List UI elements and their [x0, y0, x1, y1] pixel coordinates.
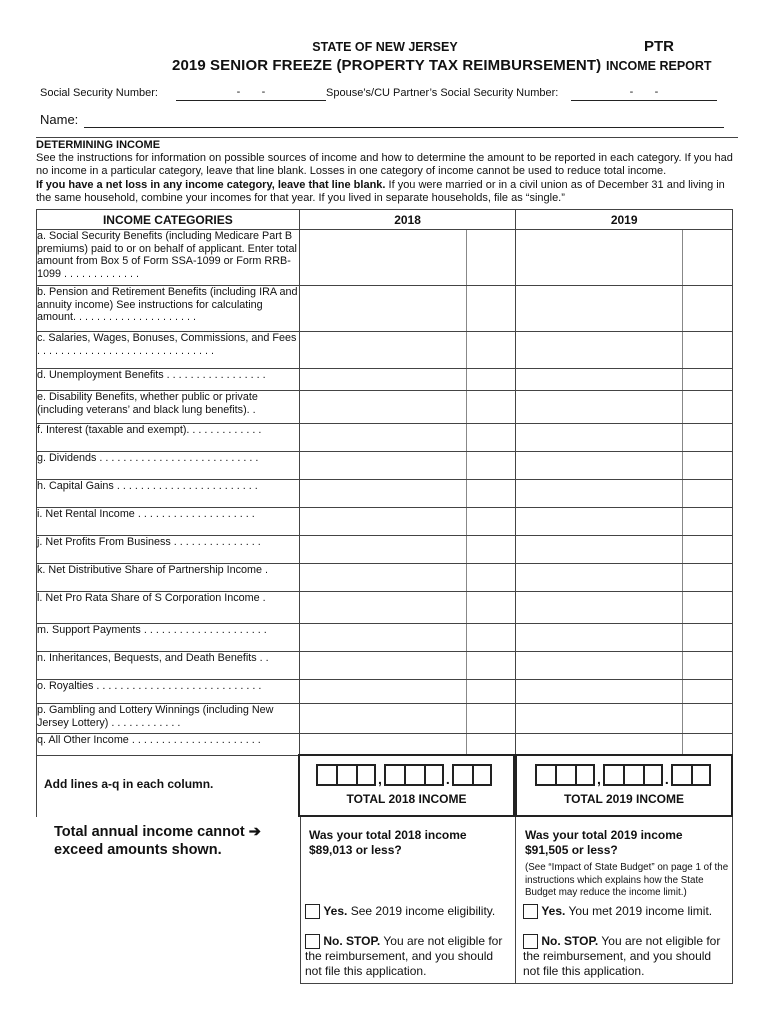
amount-2019-field[interactable]	[516, 391, 733, 424]
table-row	[37, 480, 733, 508]
income-table	[36, 209, 733, 756]
cents-divider	[682, 452, 683, 479]
question-2018: Was your total 2018 income $89,013 or less?	[309, 828, 467, 857]
income-limit-note: Total annual income cannot ➔ exceed amounts shown.	[54, 824, 261, 858]
amount-2018-field[interactable]	[299, 652, 516, 680]
amount-2018-field[interactable]	[299, 332, 516, 369]
amount-2019-field[interactable]	[516, 230, 733, 286]
budget-note: (See “Impact of State Budget” on page 1 of the instructions which explains how the State Budget may reduce the income limit.)	[525, 862, 729, 898]
add-lines-label: Add lines a-q in each column.	[44, 777, 214, 791]
amount-2018-field[interactable]	[299, 480, 516, 508]
no-2019-option	[523, 934, 731, 979]
cents-divider	[466, 704, 467, 733]
table-row	[37, 680, 733, 704]
amount-2018-field[interactable]	[299, 424, 516, 452]
name-label: Name:	[40, 112, 79, 127]
cents-divider	[682, 536, 683, 563]
cents-divider	[466, 286, 467, 331]
no-2018-bold: No. STOP.	[323, 934, 381, 948]
cents-divider	[466, 230, 467, 285]
col-2018: 2018	[299, 210, 516, 230]
table-row	[37, 230, 733, 286]
form-title: 2019 SENIOR FREEZE (PROPERTY TAX REIMBURSEMENT)	[172, 57, 602, 74]
amount-2018-field[interactable]	[299, 286, 516, 332]
amount-2018-field[interactable]	[299, 592, 516, 624]
cents-divider	[682, 508, 683, 535]
table-row	[37, 369, 733, 391]
question-2019: Was your total 2019 income $91,505 or less?	[525, 828, 683, 857]
amount-2019-field[interactable]	[516, 652, 733, 680]
divider	[36, 137, 738, 138]
income-category-label: f. Interest (taxable and exempt). . . . . . . . . . . . .	[37, 424, 300, 452]
income-category-label: d. Unemployment Benefits . . . . . . . . . . . . . . . . .	[37, 369, 300, 391]
cents-divider	[682, 286, 683, 331]
eligibility-divider	[515, 817, 516, 983]
yes-2018-checkbox[interactable]	[305, 904, 320, 919]
amount-2019-field[interactable]	[516, 536, 733, 564]
cents-divider	[682, 230, 683, 285]
table-row	[37, 332, 733, 369]
yes-2018-option	[305, 904, 513, 919]
no-2018-option	[305, 934, 513, 979]
table-row	[37, 286, 733, 332]
table-row	[37, 652, 733, 680]
total-2018-digits[interactable]: , .	[316, 764, 492, 786]
yes-2019-checkbox[interactable]	[523, 904, 538, 919]
income-category-label: k. Net Distributive Share of Partnership Income .	[37, 564, 300, 592]
cents-divider	[466, 508, 467, 535]
amount-2018-field[interactable]	[299, 508, 516, 536]
cents-divider	[682, 369, 683, 390]
amount-2018-field[interactable]	[299, 624, 516, 652]
spouse-ssn-field[interactable]: - -	[571, 86, 717, 101]
cents-divider	[466, 680, 467, 703]
amount-2019-field[interactable]	[516, 680, 733, 704]
table-row	[37, 624, 733, 652]
income-category-label: h. Capital Gains . . . . . . . . . . . . . . . . . . . . . . . .	[37, 480, 300, 508]
amount-2019-field[interactable]	[516, 734, 733, 756]
no-2019-text: You are not eligible for the reimbursement, and you should not file this application.	[523, 934, 721, 979]
cents-divider	[682, 424, 683, 451]
income-category-label: j. Net Profits From Business . . . . . . . . . . . . . . .	[37, 536, 300, 564]
cents-divider	[466, 332, 467, 368]
yes-2019-bold: Yes.	[541, 904, 566, 918]
cents-divider	[466, 452, 467, 479]
income-category-label: l. Net Pro Rata Share of S Corporation Income .	[37, 592, 300, 624]
table-row	[37, 734, 733, 756]
cents-divider	[682, 704, 683, 733]
income-category-label: m. Support Payments . . . . . . . . . . . . . . . . . . . . .	[37, 624, 300, 652]
cents-divider	[466, 369, 467, 390]
amount-2019-field[interactable]	[516, 564, 733, 592]
ssn-label: Social Security Number:	[40, 87, 158, 99]
form-code: PTR	[644, 38, 674, 55]
amount-2018-field[interactable]	[299, 704, 516, 734]
cents-divider	[466, 624, 467, 651]
amount-2019-field[interactable]	[516, 286, 733, 332]
amount-2019-field[interactable]	[516, 480, 733, 508]
amount-2018-field[interactable]	[299, 536, 516, 564]
amount-2018-field[interactable]	[299, 734, 516, 756]
cents-divider	[466, 734, 467, 755]
instructions-bold: If you have a net loss in any income category, leave that line blank.	[36, 178, 386, 191]
no-2018-text: You are not eligible for the reimbursement, and you should not file this application.	[305, 934, 503, 979]
amount-2018-field[interactable]	[299, 230, 516, 286]
col-income-categories: INCOME CATEGORIES	[37, 210, 300, 230]
col-2019: 2019	[516, 210, 733, 230]
cents-divider	[682, 592, 683, 623]
instructions	[36, 139, 736, 205]
cents-divider	[682, 680, 683, 703]
amount-2019-field[interactable]	[516, 452, 733, 480]
cents-divider	[466, 391, 467, 423]
income-category-label: n. Inheritances, Bequests, and Death Benefits . .	[37, 652, 300, 680]
table-row	[37, 704, 733, 734]
income-category-label: p. Gambling and Lottery Winnings (including New Jersey Lottery) . . . . . . . . . . . .	[37, 704, 300, 734]
cents-divider	[466, 424, 467, 451]
form-subtitle: INCOME REPORT	[606, 59, 712, 73]
cents-divider	[682, 734, 683, 755]
amount-2018-field[interactable]	[299, 452, 516, 480]
spouse-ssn-label: Spouse’s/CU Partner’s Social Security Number:	[326, 87, 559, 99]
cents-divider	[466, 480, 467, 507]
cents-divider	[682, 480, 683, 507]
amount-2019-field[interactable]	[516, 424, 733, 452]
cents-divider	[466, 564, 467, 591]
income-category-label: i. Net Rental Income . . . . . . . . . . . . . . . . . . . .	[37, 508, 300, 536]
income-category-label: e. Disability Benefits, whether public or private (including veterans’ and black lung benefits). .	[37, 391, 300, 424]
instructions-text-1: See the instructions for information on possible sources of income and how to determine the amount to be reported in each category. If you had no income in a particular category, leave that line blank. Losses in one category of income cannot be used to reduce total income.	[36, 152, 733, 178]
amount-2019-field[interactable]	[516, 369, 733, 391]
income-category-label: q. All Other Income . . . . . . . . . . . . . . . . . . . . . .	[37, 734, 300, 756]
cents-divider	[466, 592, 467, 623]
total-2019-box[interactable]	[515, 754, 733, 817]
amount-2018-field[interactable]	[299, 680, 516, 704]
cents-divider	[682, 332, 683, 368]
instructions-text-2: If you were married or in a civil union as of December 31 and living in the same household, combine your incomes for that year. If you lived in separate households, file as “single.”	[36, 178, 725, 204]
table-row	[37, 391, 733, 424]
cents-divider	[682, 391, 683, 423]
amount-2019-field[interactable]	[516, 332, 733, 369]
amount-2019-field[interactable]	[516, 624, 733, 652]
income-category-label: b. Pension and Retirement Benefits (including IRA and annuity income) See instructions for calculating amount. . . . . . . . . . . . . . . . . . . . .	[37, 286, 300, 332]
table-row	[37, 508, 733, 536]
ssn-field[interactable]: - -	[176, 86, 326, 101]
table-row	[37, 564, 733, 592]
table-row	[37, 452, 733, 480]
total-2018-label: TOTAL 2018 INCOME	[346, 792, 467, 806]
table-row	[37, 592, 733, 624]
yes-2018-bold: Yes.	[323, 904, 348, 918]
cents-divider	[466, 652, 467, 679]
cents-divider	[682, 624, 683, 651]
amount-2019-field[interactable]	[516, 508, 733, 536]
no-2019-checkbox[interactable]	[523, 934, 538, 949]
total-2019-label: TOTAL 2019 INCOME	[563, 792, 685, 806]
amount-2018-field[interactable]	[299, 391, 516, 424]
yes-2019-text: You met 2019 income limit.	[568, 904, 713, 918]
cents-divider	[682, 564, 683, 591]
amount-2018-field[interactable]	[299, 564, 516, 592]
income-category-label: o. Royalties . . . . . . . . . . . . . . . . . . . . . . . . . . . .	[37, 680, 300, 704]
instructions-heading: DETERMINING INCOME	[36, 139, 161, 151]
bottom-rule	[300, 983, 733, 984]
cents-divider	[682, 652, 683, 679]
table-row	[37, 424, 733, 452]
amount-2019-field[interactable]	[516, 592, 733, 624]
name-field[interactable]	[84, 112, 724, 128]
income-category-label: c. Salaries, Wages, Bonuses, Commissions, and Fees . . . . . . . . . . . . . . . . . . . . . . . . . . . . . .	[37, 332, 300, 369]
amount-2018-field[interactable]	[299, 369, 516, 391]
table-row	[37, 536, 733, 564]
cents-divider	[466, 536, 467, 563]
income-category-label: a. Social Security Benefits (including Medicare Part B premiums) paid to or on behalf of applicant. Enter total amount from Box 5 of Form SSA-1099 or Form RRB-1099 . . . . . . . . . . . . .	[37, 230, 300, 286]
total-2019-digits[interactable]: , .	[535, 764, 711, 786]
income-category-label: g. Dividends . . . . . . . . . . . . . . . . . . . . . . . . . . .	[37, 452, 300, 480]
yes-2018-text: See 2019 income eligibility.	[350, 904, 496, 918]
state-heading: STATE OF NEW JERSEY	[312, 40, 458, 54]
no-2018-checkbox[interactable]	[305, 934, 320, 949]
amount-2019-field[interactable]	[516, 704, 733, 734]
add-lines-cell	[36, 754, 298, 817]
yes-2019-option	[523, 904, 731, 919]
total-2018-box[interactable]	[298, 754, 515, 817]
no-2019-bold: No. STOP.	[541, 934, 599, 948]
